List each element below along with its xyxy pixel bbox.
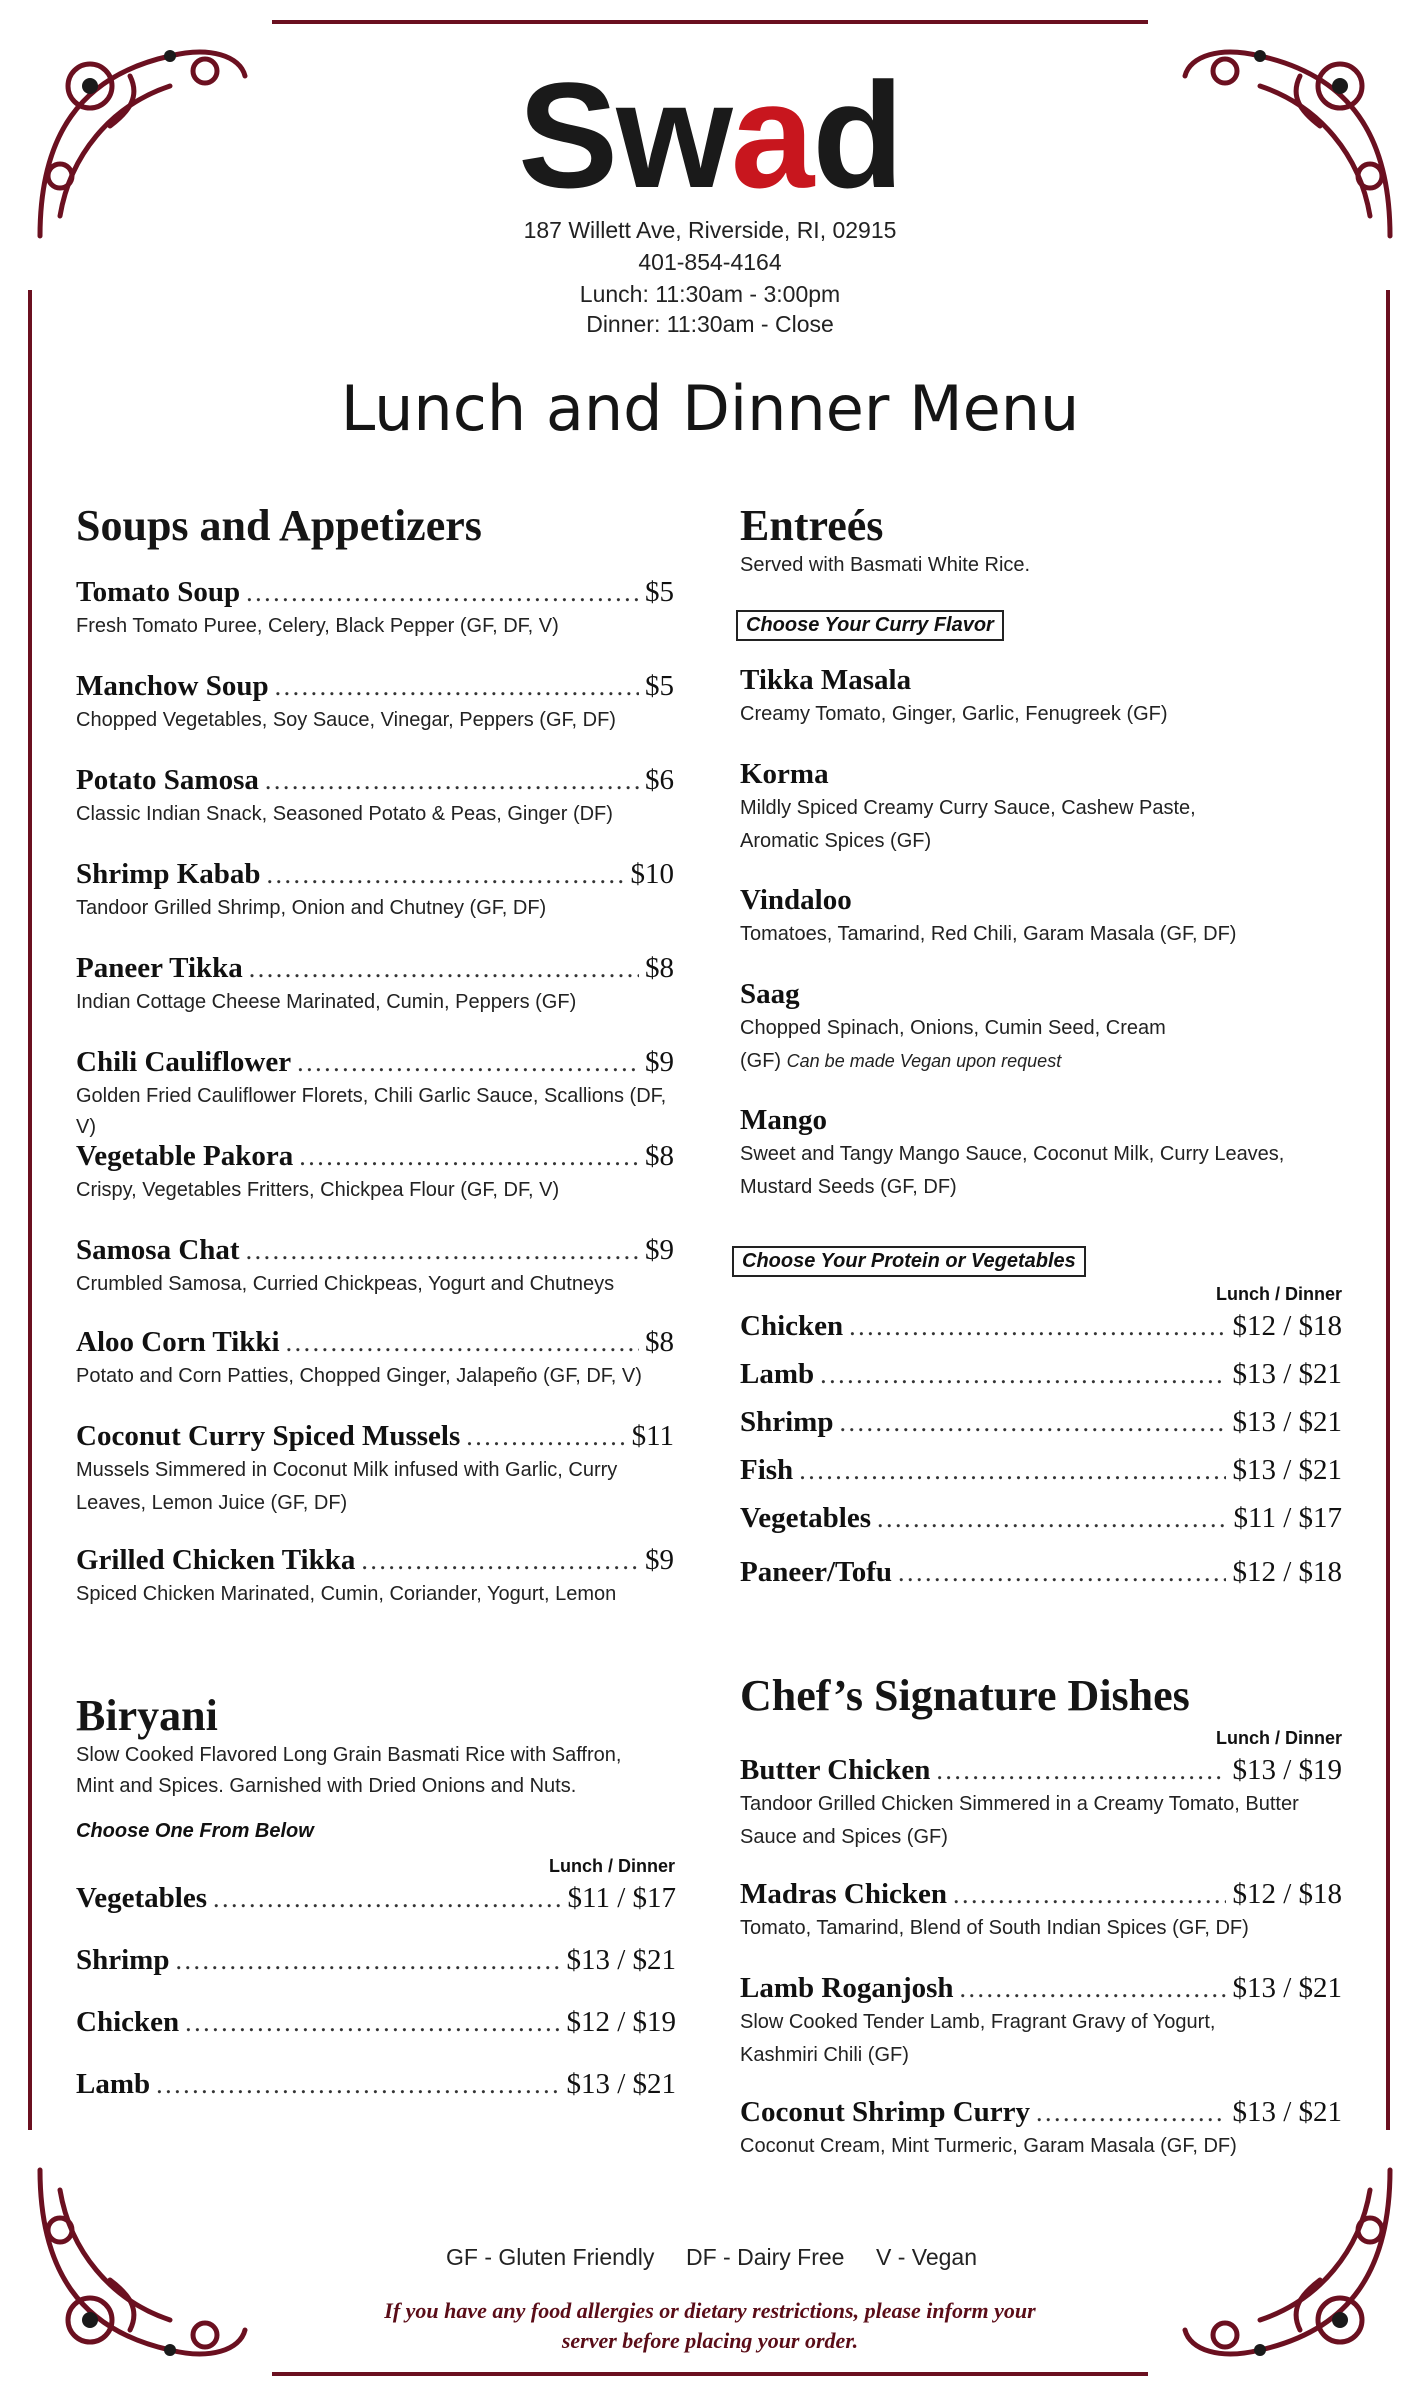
frame-left-line (28, 290, 32, 2130)
menu-item (76, 1944, 676, 1977)
item-price: $13 / $21 (1232, 1406, 1342, 1438)
item-name: Coconut Curry Spiced Mussels (76, 1420, 461, 1452)
item-name: Paneer Tikka (76, 952, 243, 984)
item-price: $10 (630, 858, 674, 890)
item-name: Vegetables (740, 1502, 872, 1534)
leader-dots (960, 1974, 1227, 2004)
logo-text-end: d (812, 51, 902, 219)
leader-dots (246, 1236, 639, 1266)
menu-item (76, 1420, 674, 1519)
menu-item-row (740, 1878, 1342, 1911)
item-description: Crumbled Samosa, Curried Chickpeas, Yogurt and Chutneys (76, 1273, 615, 1295)
item-name: Tomato Soup (76, 576, 241, 608)
section-title-biryani: Biryani (76, 1691, 218, 1740)
section-title-appetizers: Soups and Appetizers (76, 501, 482, 550)
item-description: Tandoor Grilled Chicken Simmered in a Creamy Tomato, Butter (740, 1793, 1299, 1815)
item-name: Lamb (740, 1358, 815, 1390)
curry-name: Mango (740, 1104, 827, 1136)
menu-item-row (740, 1556, 1342, 1589)
leader-dots (898, 1558, 1226, 1588)
protein-lunch-dinner-header: Lunch / Dinner (1216, 1284, 1342, 1304)
curry-description: Creamy Tomato, Ginger, Garlic, Fenugreek (GF) (740, 703, 1168, 725)
item-name: Lamb Roganjosh (740, 1972, 954, 2004)
menu-item (740, 2096, 1342, 2162)
menu-title: Lunch and Dinner Menu (340, 372, 1080, 445)
item-name: Coconut Shrimp Curry (740, 2096, 1031, 2128)
leader-dots (213, 1884, 561, 1914)
menu-item (76, 1882, 676, 1915)
item-name: Shrimp (740, 1406, 834, 1438)
leader-dots (936, 1756, 1226, 1786)
menu-item-row (740, 1454, 1342, 1487)
item-price: $12 / $18 (1232, 1310, 1342, 1342)
section-title-entrees: Entreés (740, 501, 884, 550)
menu-item (740, 1310, 1342, 1343)
menu-item-row (740, 1358, 1342, 1391)
curry-description: Sweet and Tangy Mango Sauce, Coconut Milk, Curry Leaves, (740, 1143, 1285, 1165)
restaurant-logo (0, 51, 1420, 219)
menu-item (740, 1406, 1342, 1439)
leader-dots (297, 1048, 639, 1078)
legend-gluten-friendly: GF - Gluten Friendly (446, 2244, 655, 2270)
item-price: $9 (645, 1544, 674, 1576)
menu-item (76, 2068, 676, 2101)
item-name: Lamb (76, 2068, 151, 2100)
leader-dots (246, 578, 639, 608)
menu-item (76, 952, 674, 1018)
leader-dots (267, 860, 625, 890)
item-price: $12 / $19 (566, 2006, 676, 2038)
curry-name: Korma (740, 758, 829, 790)
item-price: $9 (645, 1046, 674, 1078)
allergy-notice-line-1: If you have any food allergies or dietary restrictions, please inform your (384, 2298, 1036, 2323)
menu-item-row (76, 1140, 674, 1173)
item-price: $13 / $21 (566, 1944, 676, 1976)
biryani-desc-2: Mint and Spices. Garnished with Dried Onions and Nuts. (76, 1775, 577, 1797)
leader-dots (466, 1422, 625, 1452)
menu-item (740, 1556, 1342, 1589)
frame-top-line (272, 20, 1148, 24)
item-name: Paneer/Tofu (740, 1556, 892, 1588)
biryani-lunch-dinner-header: Lunch / Dinner (549, 1856, 675, 1876)
cloche-icon: a (730, 51, 813, 219)
item-description: Mussels Simmered in Coconut Milk infused with Garlic, Curry (76, 1459, 618, 1481)
curry-description (740, 1172, 1340, 1203)
item-name: Shrimp (76, 1944, 170, 1976)
item-price: $11 / $17 (567, 1882, 676, 1914)
leader-dots (185, 2008, 560, 2038)
frame-bottom-line (272, 2372, 1148, 2376)
leader-dots (877, 1504, 1227, 1534)
item-description: Indian Cottage Cheese Marinated, Cumin, Peppers (GF) (76, 991, 577, 1013)
curry-item (740, 978, 1340, 1077)
item-price: $11 (631, 1420, 674, 1452)
leader-dots (275, 672, 639, 702)
curry-description-text: Aromatic Spices (GF) (740, 830, 932, 852)
item-name: Grilled Chicken Tikka (76, 1544, 356, 1576)
item-description: Golden Fried Cauliflower Florets, Chili Garlic Sauce, Scallions (DF, V) (76, 1085, 667, 1138)
menu-item (740, 1358, 1342, 1391)
item-price: $12 / $18 (1232, 1556, 1342, 1588)
menu-item (76, 764, 674, 830)
menu-item-row (740, 1310, 1342, 1343)
menu-item-row (740, 1502, 1342, 1535)
item-name: Chicken (76, 2006, 180, 2038)
legend-dairy-free: DF - Dairy Free (686, 2244, 845, 2270)
item-name: Chicken (740, 1310, 844, 1342)
item-description: Kashmiri Chili (GF) (740, 2044, 909, 2066)
curry-description: Mildly Spiced Creamy Curry Sauce, Cashew Paste, (740, 797, 1196, 819)
menu-item (740, 1502, 1342, 1535)
curry-name: Tikka Masala (740, 664, 912, 696)
menu-item (740, 1878, 1342, 1944)
address: 187 Willett Ave, Riverside, RI, 02915 (523, 217, 897, 243)
item-price: $12 / $18 (1232, 1878, 1342, 1910)
item-price: $8 (645, 952, 674, 984)
leader-dots (175, 1946, 560, 1976)
menu-item-row (76, 1326, 674, 1359)
item-price: $13 / $21 (1232, 2096, 1342, 2128)
curry-item (740, 1104, 1340, 1203)
leader-dots (799, 1456, 1226, 1486)
curry-description (740, 826, 1340, 857)
menu-item-row (76, 858, 674, 891)
item-price: $13 / $21 (1232, 1972, 1342, 2004)
curry-name: Saag (740, 978, 800, 1010)
menu-item-row (76, 2068, 676, 2101)
item-name: Vegetable Pakora (76, 1140, 294, 1172)
menu-item-row (740, 1406, 1342, 1439)
item-description: Leaves, Lemon Juice (GF, DF) (76, 1492, 348, 1514)
menu-item (740, 1972, 1342, 2071)
menu-item (76, 858, 674, 924)
menu-item-row (76, 1882, 676, 1915)
protein-box: Choose Your Protein or Vegetables (732, 1246, 1086, 1277)
item-price: $9 (645, 1234, 674, 1266)
phone: 401-854-4164 (638, 249, 782, 275)
item-description: Sauce and Spices (GF) (740, 1826, 948, 1848)
item-description: Classic Indian Snack, Seasoned Potato & Peas, Ginger (DF) (76, 803, 613, 825)
biryani-choose-label: Choose One From Below (76, 1820, 314, 1842)
menu-item (76, 1326, 674, 1392)
curry-name: Vindaloo (740, 884, 852, 916)
lunch-hours: Lunch: 11:30am - 3:00pm (579, 281, 841, 307)
item-description: Tandoor Grilled Shrimp, Onion and Chutney (GF, DF) (76, 897, 547, 919)
curry-flavor-box: Choose Your Curry Flavor (736, 610, 1004, 641)
curry-note: Can be made Vegan upon request (786, 1051, 1062, 1071)
menu-item (76, 1234, 674, 1300)
legend-vegan: V - Vegan (876, 2244, 978, 2270)
dinner-hours: Dinner: 11:30am - Close (586, 311, 834, 337)
curry-item (740, 664, 1340, 730)
item-description: Tomato, Tamarind, Blend of South Indian Spices (GF, DF) (740, 1917, 1249, 1939)
item-price: $8 (645, 1326, 674, 1358)
curry-item (740, 884, 1340, 950)
item-price: $6 (645, 764, 674, 796)
menu-item (76, 1140, 674, 1206)
curry-description (740, 1046, 1340, 1077)
item-price: $11 / $17 (1233, 1502, 1342, 1534)
menu-item-row (76, 952, 674, 985)
item-price: $13 / $21 (1232, 1454, 1342, 1486)
entrees-subtitle: Served with Basmati White Rice. (740, 554, 1031, 576)
item-description: Slow Cooked Tender Lamb, Fragrant Gravy of Yogurt, (740, 2011, 1216, 2033)
section-title-signature: Chef’s Signature Dishes (740, 1671, 1190, 1720)
item-price: $13 / $21 (1232, 1358, 1342, 1390)
menu-item-row (76, 576, 674, 609)
leader-dots (849, 1312, 1226, 1342)
frame-right-line (1386, 290, 1390, 2130)
curry-description: Tomatoes, Tamarind, Red Chili, Garam Masala (GF, DF) (740, 923, 1237, 945)
menu-item-row (76, 1420, 674, 1453)
menu-item (740, 1454, 1342, 1487)
item-name: Butter Chicken (740, 1754, 931, 1786)
item-description: Chopped Vegetables, Soy Sauce, Vinegar, Peppers (GF, DF) (76, 709, 616, 731)
menu-item-row (76, 1544, 674, 1577)
menu-item (76, 576, 674, 642)
biryani-desc-1: Slow Cooked Flavored Long Grain Basmati Rice with Saffron, (76, 1744, 622, 1766)
item-price: $5 (645, 670, 674, 702)
leader-dots (286, 1328, 639, 1358)
leader-dots (299, 1142, 639, 1172)
menu-item (76, 2006, 676, 2039)
item-name: Chili Cauliflower (76, 1046, 292, 1078)
menu-item (740, 1754, 1342, 1853)
item-description: Fresh Tomato Puree, Celery, Black Pepper (GF, DF, V) (76, 615, 559, 637)
item-price: $13 / $21 (566, 2068, 676, 2100)
menu-item-row (740, 2096, 1342, 2129)
curry-description-text: Mustard Seeds (GF, DF) (740, 1176, 957, 1198)
item-name: Madras Chicken (740, 1878, 948, 1910)
menu-item-row (76, 1046, 674, 1079)
menu-item (76, 670, 674, 736)
item-description: Spiced Chicken Marinated, Cumin, Coriander, Yogurt, Lemon (76, 1583, 617, 1605)
item-name: Vegetables (76, 1882, 208, 1914)
curry-item (740, 758, 1340, 857)
item-description: Coconut Cream, Mint Turmeric, Garam Masala (GF, DF) (740, 2135, 1237, 2157)
leader-dots (361, 1546, 639, 1576)
menu-item (76, 1046, 674, 1143)
item-name: Potato Samosa (76, 764, 259, 796)
menu-item-row (740, 1972, 1342, 2005)
item-name: Aloo Corn Tikki (76, 1326, 280, 1358)
leader-dots (156, 2070, 560, 2100)
menu-item-row (76, 1944, 676, 1977)
item-name: Samosa Chat (76, 1234, 240, 1266)
allergy-notice-line-2: server before placing your order. (561, 2328, 859, 2353)
leader-dots (1036, 2098, 1226, 2128)
menu-item-row (76, 1234, 674, 1267)
leader-dots (249, 954, 639, 984)
item-name: Fish (740, 1454, 794, 1486)
item-name: Manchow Soup (76, 670, 269, 702)
menu-item-row (76, 764, 674, 797)
leader-dots (839, 1408, 1226, 1438)
menu-item-row (740, 1754, 1342, 1787)
curry-description-text: (GF) (740, 1050, 782, 1072)
menu-item-row (76, 2006, 676, 2039)
leader-dots (820, 1360, 1226, 1390)
leader-dots (953, 1880, 1226, 1910)
menu-item-row (76, 670, 674, 703)
signature-lunch-dinner-header: Lunch / Dinner (1216, 1728, 1342, 1748)
item-description: Crispy, Vegetables Fritters, Chickpea Flour (GF, DF, V) (76, 1179, 560, 1201)
item-price: $13 / $19 (1232, 1754, 1342, 1786)
item-name: Shrimp Kabab (76, 858, 261, 890)
item-description: Potato and Corn Patties, Chopped Ginger, Jalapeño (GF, DF, V) (76, 1365, 642, 1387)
logo-text-start: Sw (518, 51, 731, 219)
curry-description: Chopped Spinach, Onions, Cumin Seed, Cream (740, 1017, 1166, 1039)
leader-dots (265, 766, 639, 796)
item-price: $5 (645, 576, 674, 608)
menu-item (76, 1544, 674, 1610)
item-price: $8 (645, 1140, 674, 1172)
